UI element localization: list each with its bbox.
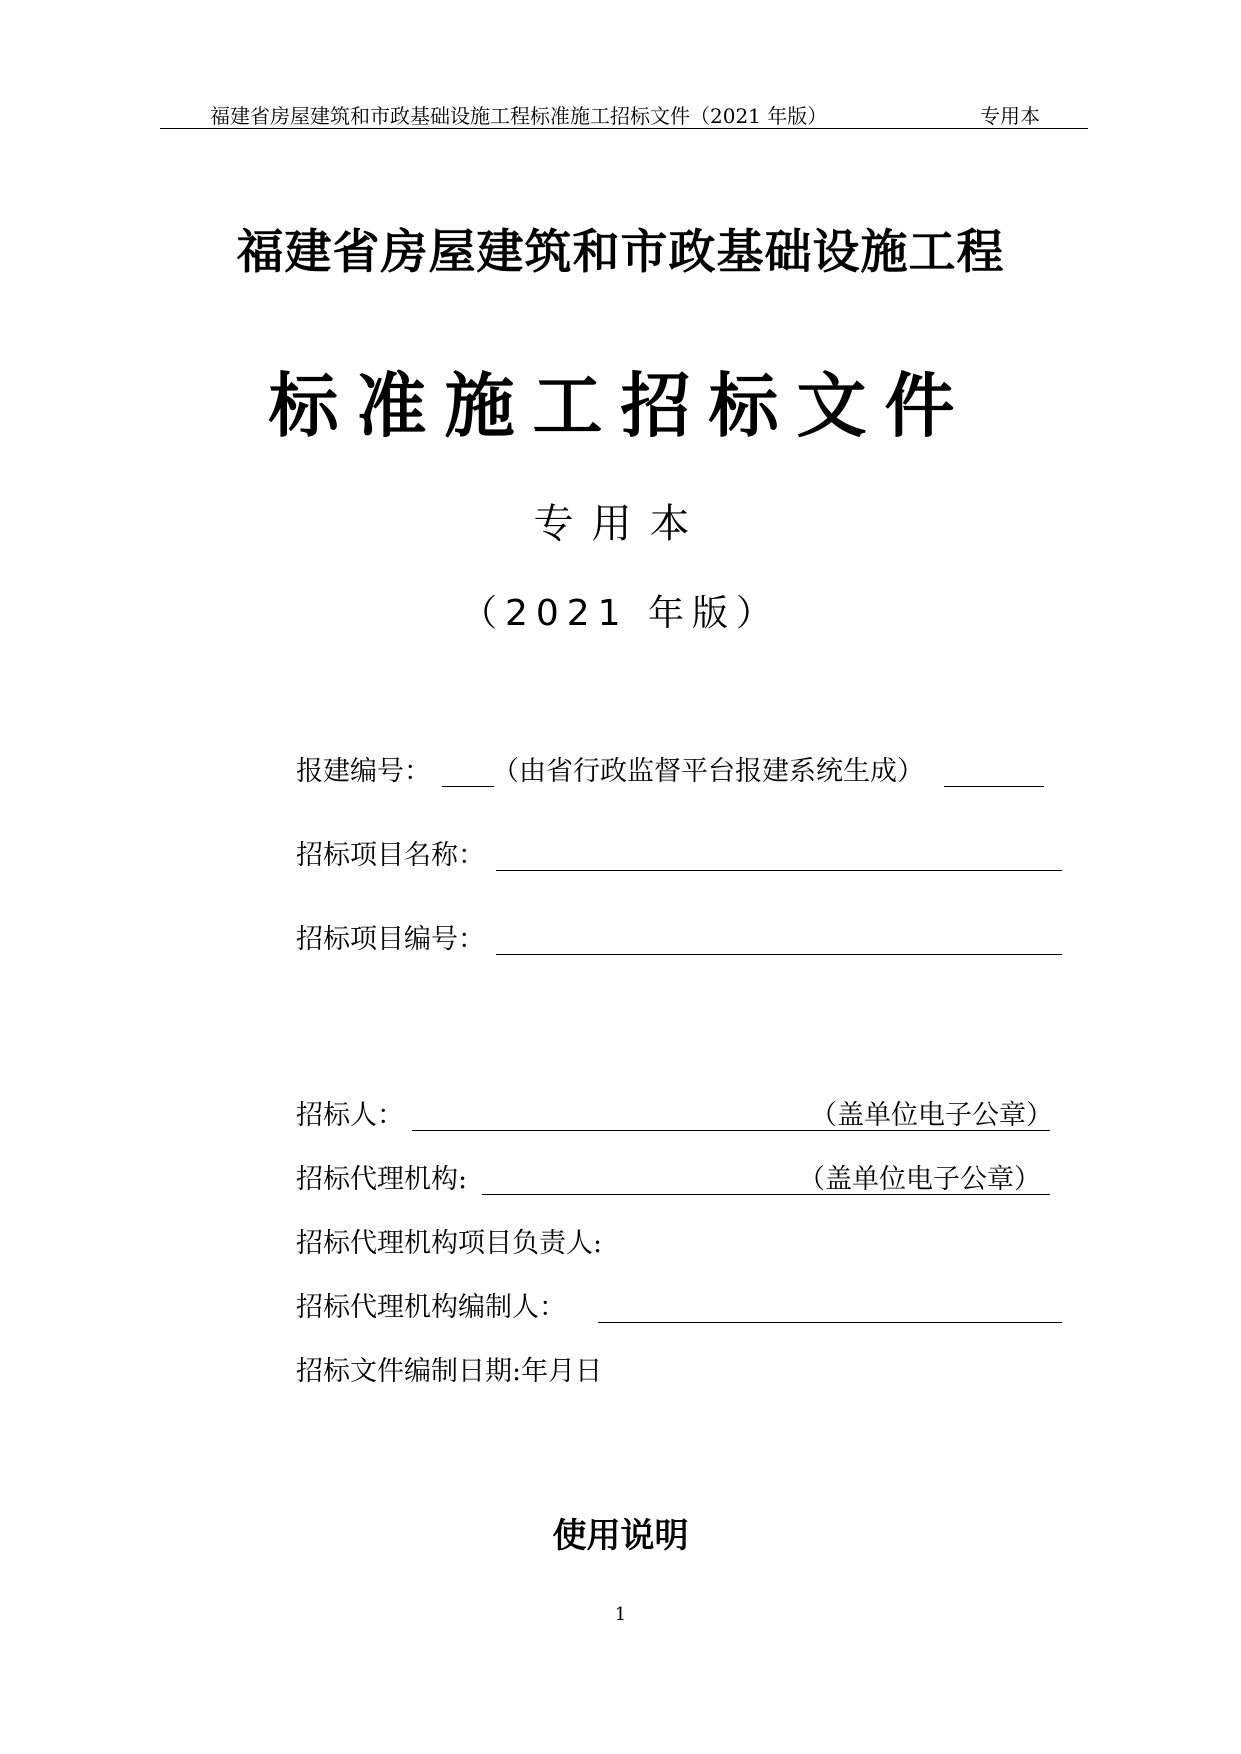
running-header	[160, 96, 1088, 129]
project-number-label: 招标项目编号：	[296, 924, 485, 955]
tenderer-field	[296, 1096, 1052, 1136]
page-number: 1	[614, 1604, 627, 1625]
project-name-label: 招标项目名称：	[296, 840, 485, 871]
title-line-2: 标准施工招标文件	[268, 365, 973, 447]
header-document-type: 专用本	[980, 104, 1040, 128]
agency-project-leader-label: 招标代理机构项目负责人:	[296, 1228, 603, 1259]
title-line-1: 福建省房屋建筑和市政基础设施工程	[236, 225, 1005, 280]
registration-number-field	[296, 752, 1046, 792]
title-line-3: 专用本	[533, 501, 708, 547]
header-document-name: 福建省房屋建筑和市政基础设施工程标准施工招标文件（2021 年版）	[210, 104, 828, 128]
agency-project-leader-field	[296, 1224, 796, 1264]
agency-label: 招标代理机构:	[296, 1164, 468, 1195]
registration-number-underline-left	[442, 786, 494, 787]
compile-date-label: 招标文件编制日期:年月日	[296, 1356, 603, 1387]
compile-date-field	[296, 1352, 796, 1392]
agency-field	[296, 1160, 1052, 1200]
instructions-heading: 使用说明	[552, 1516, 689, 1556]
registration-number-underline-right	[944, 786, 1044, 787]
project-name-field	[296, 836, 1066, 876]
agency-compiler-underline	[598, 1322, 1062, 1323]
registration-number-note: （由省行政监督平台报建系统生成）	[492, 756, 924, 787]
agency-compiler-field	[296, 1288, 1066, 1328]
tenderer-label: 招标人：	[296, 1100, 404, 1131]
registration-number-label: 报建编号：	[296, 756, 431, 787]
agency-compiler-label: 招标代理机构编制人：	[296, 1292, 566, 1323]
project-name-underline	[496, 870, 1062, 871]
title-line-4: （2021 年版）	[460, 593, 781, 634]
agency-seal-note: （盖单位电子公章）	[798, 1164, 1041, 1195]
tenderer-seal-note: （盖单位电子公章）	[810, 1100, 1053, 1131]
project-number-field	[296, 920, 1066, 960]
project-number-underline	[496, 954, 1062, 955]
